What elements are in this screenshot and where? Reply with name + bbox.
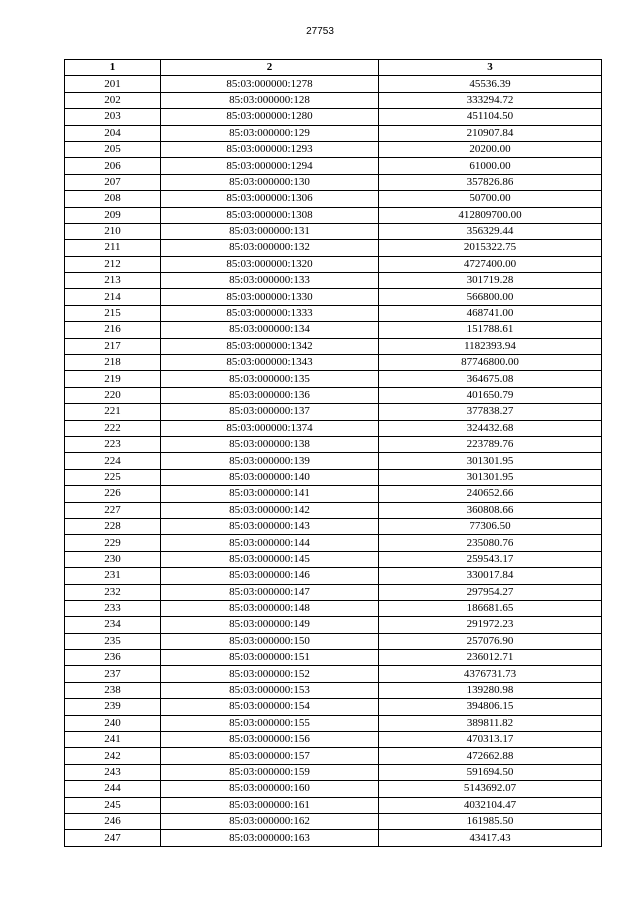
row-number-cell: 215 [65, 305, 161, 321]
cadastral-number-cell: 85:03:000000:1320 [161, 256, 379, 272]
row-number-cell: 212 [65, 256, 161, 272]
table-row [65, 715, 602, 731]
row-number-cell: 247 [65, 830, 161, 846]
row-number-cell: 243 [65, 764, 161, 780]
value-cell: 77306.50 [379, 518, 602, 534]
cadastral-number-cell: 85:03:000000:151 [161, 650, 379, 666]
table-row [65, 682, 602, 698]
cadastral-number-cell: 85:03:000000:150 [161, 633, 379, 649]
cadastral-number-cell: 85:03:000000:1280 [161, 109, 379, 125]
cadastral-number-cell: 85:03:000000:130 [161, 174, 379, 190]
cadastral-number-cell: 85:03:000000:133 [161, 273, 379, 289]
row-number-cell: 230 [65, 551, 161, 567]
value-cell: 45536.39 [379, 76, 602, 92]
table-row [65, 436, 602, 452]
value-cell: 5143692.07 [379, 781, 602, 797]
row-number-cell: 244 [65, 781, 161, 797]
table-row [65, 584, 602, 600]
row-number-cell: 226 [65, 486, 161, 502]
cadastral-number-cell: 85:03:000000:1374 [161, 420, 379, 436]
table-row [65, 830, 602, 846]
cadastral-number-cell: 85:03:000000:1333 [161, 305, 379, 321]
table-row [65, 355, 602, 371]
cadastral-number-cell: 85:03:000000:137 [161, 404, 379, 420]
cadastral-number-cell: 85:03:000000:144 [161, 535, 379, 551]
cadastral-number-cell: 85:03:000000:1278 [161, 76, 379, 92]
cadastral-number-cell: 85:03:000000:1343 [161, 355, 379, 371]
value-cell: 235080.76 [379, 535, 602, 551]
table-row [65, 764, 602, 780]
cadastral-number-cell: 85:03:000000:1342 [161, 338, 379, 354]
row-number-cell: 201 [65, 76, 161, 92]
cadastral-number-cell: 85:03:000000:146 [161, 568, 379, 584]
row-number-cell: 234 [65, 617, 161, 633]
row-number-cell: 224 [65, 453, 161, 469]
cadastral-number-cell: 85:03:000000:143 [161, 518, 379, 534]
table-row [65, 141, 602, 157]
value-cell: 394806.15 [379, 699, 602, 715]
cadastral-number-cell: 85:03:000000:145 [161, 551, 379, 567]
value-cell: 87746800.00 [379, 355, 602, 371]
value-cell: 20200.00 [379, 141, 602, 157]
value-cell: 4032104.47 [379, 797, 602, 813]
row-number-cell: 238 [65, 682, 161, 698]
value-cell: 259543.17 [379, 551, 602, 567]
row-number-cell: 246 [65, 813, 161, 829]
table-row [65, 92, 602, 108]
cadastral-number-cell: 85:03:000000:153 [161, 682, 379, 698]
cadastral-number-cell: 85:03:000000:157 [161, 748, 379, 764]
value-cell: 257076.90 [379, 633, 602, 649]
cadastral-number-cell: 85:03:000000:141 [161, 486, 379, 502]
row-number-cell: 223 [65, 436, 161, 452]
table-row [65, 486, 602, 502]
value-cell: 330017.84 [379, 568, 602, 584]
row-number-cell: 233 [65, 600, 161, 616]
row-number-cell: 211 [65, 240, 161, 256]
cadastral-number-cell: 85:03:000000:1308 [161, 207, 379, 223]
cadastral-number-cell: 85:03:000000:163 [161, 830, 379, 846]
value-cell: 468741.00 [379, 305, 602, 321]
value-cell: 151788.61 [379, 322, 602, 338]
value-cell: 297954.27 [379, 584, 602, 600]
row-number-cell: 222 [65, 420, 161, 436]
data-table [64, 59, 602, 847]
row-number-cell: 202 [65, 92, 161, 108]
header-row [65, 60, 602, 76]
value-cell: 451104.50 [379, 109, 602, 125]
cadastral-number-cell: 85:03:000000:149 [161, 617, 379, 633]
cadastral-number-cell: 85:03:000000:152 [161, 666, 379, 682]
page-number: 27753 [306, 26, 334, 37]
row-number-cell: 207 [65, 174, 161, 190]
cadastral-number-cell: 85:03:000000:1330 [161, 289, 379, 305]
row-number-cell: 231 [65, 568, 161, 584]
table-row [65, 223, 602, 239]
table-row [65, 568, 602, 584]
cadastral-number-cell: 85:03:000000:132 [161, 240, 379, 256]
table-row [65, 371, 602, 387]
value-cell: 291972.23 [379, 617, 602, 633]
value-cell: 4727400.00 [379, 256, 602, 272]
cadastral-number-cell: 85:03:000000:148 [161, 600, 379, 616]
cadastral-number-cell: 85:03:000000:139 [161, 453, 379, 469]
table-row [65, 748, 602, 764]
table-row [65, 600, 602, 616]
table-row [65, 617, 602, 633]
table-row [65, 125, 602, 141]
table-row [65, 420, 602, 436]
table-row [65, 518, 602, 534]
cadastral-number-cell: 85:03:000000:142 [161, 502, 379, 518]
row-number-cell: 208 [65, 191, 161, 207]
value-cell: 240652.66 [379, 486, 602, 502]
row-number-cell: 229 [65, 535, 161, 551]
row-number-cell: 228 [65, 518, 161, 534]
value-cell: 412809700.00 [379, 207, 602, 223]
row-number-cell: 225 [65, 469, 161, 485]
table-row [65, 207, 602, 223]
value-cell: 301301.95 [379, 469, 602, 485]
cadastral-number-cell: 85:03:000000:136 [161, 387, 379, 403]
value-cell: 357826.86 [379, 174, 602, 190]
column-header-3: 3 [379, 60, 602, 76]
row-number-cell: 221 [65, 404, 161, 420]
row-number-cell: 206 [65, 158, 161, 174]
value-cell: 356329.44 [379, 223, 602, 239]
cadastral-number-cell: 85:03:000000:147 [161, 584, 379, 600]
table-row [65, 781, 602, 797]
value-cell: 1182393.94 [379, 338, 602, 354]
cadastral-number-cell: 85:03:000000:155 [161, 715, 379, 731]
row-number-cell: 245 [65, 797, 161, 813]
value-cell: 43417.43 [379, 830, 602, 846]
table-row [65, 650, 602, 666]
row-number-cell: 237 [65, 666, 161, 682]
value-cell: 61000.00 [379, 158, 602, 174]
table-row [65, 404, 602, 420]
table-row [65, 453, 602, 469]
cadastral-number-cell: 85:03:000000:161 [161, 797, 379, 813]
value-cell: 2015322.75 [379, 240, 602, 256]
table-row [65, 699, 602, 715]
row-number-cell: 242 [65, 748, 161, 764]
row-number-cell: 240 [65, 715, 161, 731]
row-number-cell: 241 [65, 732, 161, 748]
table-row [65, 76, 602, 92]
value-cell: 186681.65 [379, 600, 602, 616]
table-body [65, 76, 602, 846]
row-number-cell: 217 [65, 338, 161, 354]
table-row [65, 240, 602, 256]
cadastral-number-cell: 85:03:000000:154 [161, 699, 379, 715]
column-header-1: 1 [65, 60, 161, 76]
row-number-cell: 210 [65, 223, 161, 239]
table-row [65, 273, 602, 289]
cadastral-number-cell: 85:03:000000:131 [161, 223, 379, 239]
row-number-cell: 239 [65, 699, 161, 715]
value-cell: 377838.27 [379, 404, 602, 420]
table-row [65, 633, 602, 649]
table-header [65, 60, 602, 76]
cadastral-number-cell: 85:03:000000:1293 [161, 141, 379, 157]
value-cell: 333294.72 [379, 92, 602, 108]
table-row [65, 322, 602, 338]
table-row [65, 174, 602, 190]
table-row [65, 305, 602, 321]
row-number-cell: 235 [65, 633, 161, 649]
value-cell: 210907.84 [379, 125, 602, 141]
cadastral-number-cell: 85:03:000000:140 [161, 469, 379, 485]
row-number-cell: 218 [65, 355, 161, 371]
cadastral-number-cell: 85:03:000000:129 [161, 125, 379, 141]
cadastral-number-cell: 85:03:000000:134 [161, 322, 379, 338]
table-row [65, 158, 602, 174]
value-cell: 301301.95 [379, 453, 602, 469]
cadastral-number-cell: 85:03:000000:156 [161, 732, 379, 748]
row-number-cell: 209 [65, 207, 161, 223]
value-cell: 161985.50 [379, 813, 602, 829]
table-row [65, 535, 602, 551]
row-number-cell: 205 [65, 141, 161, 157]
row-number-cell: 227 [65, 502, 161, 518]
table-row [65, 338, 602, 354]
table-row [65, 256, 602, 272]
row-number-cell: 220 [65, 387, 161, 403]
value-cell: 472662.88 [379, 748, 602, 764]
table-row [65, 191, 602, 207]
value-cell: 4376731.73 [379, 666, 602, 682]
cadastral-number-cell: 85:03:000000:128 [161, 92, 379, 108]
table-row [65, 813, 602, 829]
table-row [65, 469, 602, 485]
table-row [65, 551, 602, 567]
value-cell: 301719.28 [379, 273, 602, 289]
value-cell: 591694.50 [379, 764, 602, 780]
value-cell: 364675.08 [379, 371, 602, 387]
value-cell: 236012.71 [379, 650, 602, 666]
value-cell: 223789.76 [379, 436, 602, 452]
value-cell: 360808.66 [379, 502, 602, 518]
table-row [65, 109, 602, 125]
value-cell: 401650.79 [379, 387, 602, 403]
table-row [65, 289, 602, 305]
cadastral-number-cell: 85:03:000000:159 [161, 764, 379, 780]
row-number-cell: 204 [65, 125, 161, 141]
value-cell: 566800.00 [379, 289, 602, 305]
table-row [65, 387, 602, 403]
value-cell: 389811.82 [379, 715, 602, 731]
cadastral-number-cell: 85:03:000000:1306 [161, 191, 379, 207]
value-cell: 139280.98 [379, 682, 602, 698]
cadastral-number-cell: 85:03:000000:1294 [161, 158, 379, 174]
cadastral-number-cell: 85:03:000000:162 [161, 813, 379, 829]
table-row [65, 502, 602, 518]
cadastral-number-cell: 85:03:000000:135 [161, 371, 379, 387]
row-number-cell: 219 [65, 371, 161, 387]
cadastral-number-cell: 85:03:000000:138 [161, 436, 379, 452]
row-number-cell: 216 [65, 322, 161, 338]
table-row [65, 797, 602, 813]
value-cell: 50700.00 [379, 191, 602, 207]
row-number-cell: 214 [65, 289, 161, 305]
column-header-2: 2 [161, 60, 379, 76]
row-number-cell: 236 [65, 650, 161, 666]
value-cell: 470313.17 [379, 732, 602, 748]
row-number-cell: 213 [65, 273, 161, 289]
row-number-cell: 232 [65, 584, 161, 600]
cadastral-number-cell: 85:03:000000:160 [161, 781, 379, 797]
table-row [65, 732, 602, 748]
table-row [65, 666, 602, 682]
row-number-cell: 203 [65, 109, 161, 125]
value-cell: 324432.68 [379, 420, 602, 436]
